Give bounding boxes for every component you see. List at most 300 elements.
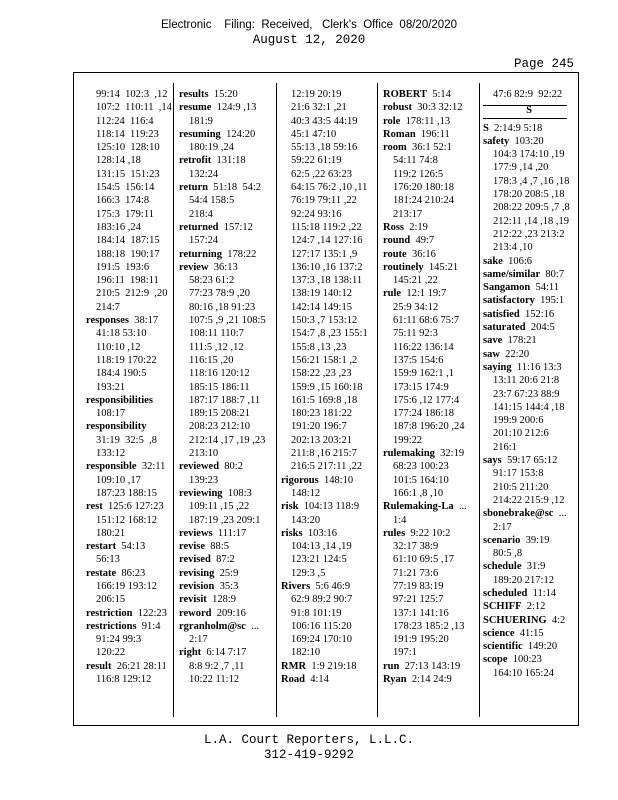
index-entry [179, 620, 274, 647]
index-ref: 4:2 [546, 614, 566, 626]
index-term: rulemaking [383, 448, 435, 460]
index-term: risks [281, 527, 303, 539]
index-term: says [483, 455, 502, 467]
index-term: Rulemaking-La [383, 501, 454, 513]
index-entry [483, 627, 575, 640]
index-term-line [383, 447, 479, 460]
index-term-line [179, 540, 274, 553]
index-term-line [179, 620, 274, 633]
index-entry [179, 181, 274, 221]
index-ref: 196:11 [415, 128, 450, 140]
index-entry [86, 394, 174, 421]
index-ref-line: 12:19 20:19 [291, 89, 342, 100]
index-ref-line: 116:8 129:12 [96, 674, 152, 686]
index-ref: 80:2 [219, 461, 243, 473]
index-entry [383, 221, 479, 234]
index-term-line [483, 614, 575, 627]
index-entry [483, 348, 575, 361]
index-term: scheduled [483, 587, 528, 599]
index-ref-line: 80:5 ,8 [493, 548, 523, 560]
index-ref-line: 166:1 ,8 ,10 [393, 487, 444, 499]
index-ref: 106:6 [502, 255, 533, 267]
index-ref-line: 91:17 153:8 [493, 468, 544, 480]
index-ref-line: 77:23 78:9 ,20 [189, 288, 250, 300]
index-ref-line: 107:5 ,9 ,21 108:5 [189, 315, 266, 327]
index-entry [281, 474, 376, 501]
index-ref: 39:19 [520, 534, 550, 546]
index-ref-line: 158:22 ,23 ,23 [291, 368, 352, 380]
index-ref: 125:6 127:23 [102, 501, 164, 513]
index-ref-line: 91:8 101:19 [291, 607, 342, 619]
index-ref-line: 142:14 149:15 [291, 301, 352, 313]
index-term: rules [383, 527, 406, 539]
index-entry [179, 154, 274, 181]
index-ref-line: 54:4 158:5 [189, 195, 235, 207]
index-entry [281, 673, 376, 686]
footer-phone: 312-419-9292 [263, 747, 354, 762]
index-term: reviewing [179, 487, 223, 499]
index-term: SCHIFF [483, 601, 522, 613]
index-term-line [179, 101, 274, 114]
index-term: rigorous [281, 474, 319, 486]
index-term: routinely [383, 261, 424, 273]
footer [0, 733, 618, 762]
footer-company: L.A. Court Reporters, L.L.C. [203, 733, 415, 747]
index-term: Roman [383, 128, 416, 140]
index-term-line [383, 527, 479, 540]
index-ref-line: 110:10 ,12 [96, 341, 141, 353]
index-entry [483, 294, 575, 307]
index-entry [179, 607, 274, 620]
index-ref: 22:20 [499, 348, 530, 360]
index-ref-line: 191:20 196:7 [291, 421, 347, 433]
index-entry [86, 540, 174, 567]
index-ref-line: 189:15 208:21 [189, 408, 250, 420]
index-box [73, 72, 579, 726]
index-ref: 26:21 28:11 [111, 660, 167, 672]
index-term-line [383, 660, 479, 673]
index-ref: 2:19 [404, 221, 428, 233]
index-term-line [179, 181, 274, 194]
index-term-line [383, 141, 479, 154]
index-entry [179, 580, 274, 593]
index-term-line [281, 660, 376, 673]
index-ref-line: 129:3 ,5 [291, 567, 326, 579]
index-ref-line: 75:11 92:3 [393, 328, 438, 340]
index-entry [483, 361, 575, 454]
index-ref: 38:17 [128, 315, 159, 327]
index-ref: 32:11 [136, 461, 166, 473]
index-entry [383, 287, 479, 447]
index-ref-line: 111:5 ,12 ,12 [189, 341, 244, 353]
index-entry [483, 281, 575, 294]
index-term-line [383, 101, 479, 114]
index-term-line [483, 361, 575, 374]
index-ref-line: 181:9 [189, 115, 213, 127]
filing-stamp: Electronic Filing: Received, Clerk's Office 08/20/2020 [160, 19, 457, 31]
index-ref: 25:9 [214, 567, 239, 579]
index-ref-line: 210:5 211:20 [493, 481, 549, 493]
index-ref-line: 104:13 ,14 ,19 [291, 541, 352, 553]
index-ref: 108:3 [222, 487, 252, 499]
index-term-line [483, 627, 575, 640]
index-ref-line: 108:11 110:7 [189, 328, 244, 340]
index-term: responses [86, 315, 129, 327]
index-ref-line: 150:3 ,7 153:12 [291, 315, 358, 327]
index-ref-line: 107:2 110:11 ,14 [96, 102, 172, 114]
index-term-line [86, 607, 174, 620]
index-term: rest [86, 501, 103, 513]
index-ref-line: 10:22 11:12 [189, 674, 240, 686]
index-entry [383, 101, 479, 114]
index-ref-line: 115:18 119:2 ,22 [291, 221, 362, 233]
index-ref-line: 197:1 [393, 647, 417, 659]
index-entry [86, 660, 174, 687]
index-ref: 41:15 [514, 627, 544, 639]
index-term: Rivers [281, 580, 311, 592]
index-ref-line: 213:10 [189, 448, 219, 460]
index-ref-line: 137:3 ,18 138:11 [291, 275, 363, 287]
index-ref: 12:1 19:7 [401, 288, 447, 300]
index-term-line [179, 261, 274, 274]
index-term: right [179, 647, 202, 659]
index-ref-line: 154:5 156:14 [96, 182, 155, 194]
index-ref: 87:2 [210, 554, 235, 566]
index-ref-line: 54:11 74:8 [393, 155, 438, 167]
index-entry [179, 487, 274, 527]
index-ref-line: 156:21 158:1 ,2 [291, 354, 358, 366]
index-term: Ryan [383, 674, 407, 686]
index-ref-line: 104:3 174:10 ,19 [493, 149, 565, 161]
index-entry [179, 593, 274, 606]
index-ref: 31:9 [521, 561, 546, 573]
index-ref-line: 109:11 ,15 ,22 [189, 501, 250, 513]
index-ref-line: 101:5 164:10 [393, 474, 449, 486]
index-entry [483, 135, 575, 255]
index-term-line [483, 587, 575, 600]
index-ref: 36:1 52:1 [406, 142, 452, 154]
index-entry [383, 141, 479, 221]
index-term: revise [179, 541, 206, 553]
index-term: responsibility [86, 421, 147, 433]
index-ref: 51:18 54:2 [207, 182, 262, 194]
index-entry [483, 308, 575, 321]
index-entry [179, 128, 274, 155]
index-term-line [86, 567, 174, 580]
index-term-line [483, 507, 575, 520]
index-ref: 178:22 [221, 248, 257, 260]
index-ref-line: 173:15 174:9 [393, 381, 449, 393]
index-ref-line: 175:3 179:11 [96, 208, 154, 220]
index-ref: 2:12 [521, 601, 546, 613]
index-term-line [86, 314, 174, 327]
index-entry [179, 88, 274, 101]
index-entry [179, 261, 274, 460]
index-ref-line: 25:9 34:12 [393, 301, 439, 313]
index-term-line [483, 308, 575, 321]
index-term: route [383, 248, 407, 260]
index-term-line [383, 673, 479, 686]
index-term: restate [86, 567, 117, 579]
index-term-line [86, 540, 174, 553]
index-term-line [179, 567, 274, 580]
index-ref-line: 187:17 188:7 ,11 [189, 394, 261, 406]
index-term-line [281, 474, 376, 487]
index-ref-line: 176:20 180:18 [393, 182, 454, 194]
index-ref-line: 216:1 [493, 441, 517, 453]
index-ref: 88:5 [205, 541, 229, 553]
index-ref-line: 199:9 200:6 [493, 415, 544, 427]
index-ref: 2:14:9 5:18 [488, 122, 543, 134]
index-ref: 11:14 [527, 587, 557, 599]
index-term: schedule [483, 561, 522, 573]
index-ref: 36:16 [406, 248, 436, 260]
index-entry [281, 660, 376, 673]
index-term-line [179, 527, 274, 540]
index-ref-line: 21:6 32:1 ,21 [291, 102, 347, 114]
index-entry [179, 567, 274, 580]
index-ref-line: 169:24 170:10 [291, 634, 352, 646]
index-term: reviews [179, 527, 213, 539]
index-ref: 178:21 [502, 335, 537, 347]
index-entry [86, 460, 174, 500]
index-term: save [483, 335, 503, 347]
index-term: revised [179, 554, 211, 566]
index-ref-line: 191:5 193:6 [96, 261, 150, 273]
index-term-line [86, 660, 174, 673]
index-ref: 59:17 65:12 [501, 455, 558, 467]
index-ref-line: 143:20 [291, 514, 321, 526]
index-ref-line: 212:11 ,14 ,18 ,19 [493, 215, 570, 227]
index-term-line [383, 287, 479, 300]
index-ref-line: 189:20 217:12 [493, 574, 554, 586]
index-ref-line: 23:7 67:23 88:9 [493, 388, 560, 400]
column-divider [276, 83, 277, 717]
index-ref-line: 184:14 187:15 [96, 235, 160, 247]
index-entry [483, 268, 575, 281]
index-entry [383, 248, 479, 261]
index-term: science [483, 627, 515, 639]
index-ref-line: 119:2 126:5 [393, 168, 444, 180]
index-ref: 103:20 [509, 135, 544, 147]
index-ref-line: 208:22 209:5 ,7 ,8 [493, 202, 570, 214]
index-term: S [483, 122, 489, 134]
index-ref-line: 80:16 ,18 91:23 [189, 301, 256, 313]
index-term: safety [483, 135, 510, 147]
index-term: saw [483, 348, 500, 360]
index-entry [483, 614, 575, 627]
index-ref: 131:18 [211, 155, 246, 167]
index-ref-line: 64:15 76:2 ,10 ,11 [291, 182, 368, 194]
index-entry [383, 261, 479, 288]
index-term: satisfied [483, 308, 520, 320]
index-column-2 [179, 88, 274, 686]
index-ref: ... [453, 501, 467, 513]
index-entry [483, 122, 575, 135]
index-term-line [383, 128, 479, 141]
index-ref-line: 193:21 [96, 381, 126, 393]
index-entry [281, 500, 376, 527]
index-ref-line: 188:18 190:17 [96, 248, 160, 260]
index-ref-line: 151:12 168:12 [96, 514, 157, 526]
index-ref-line: 141:15 144:4 ,18 [493, 401, 565, 413]
index-term: ROBERT [383, 89, 427, 100]
index-ref-line: 213:17 [393, 208, 423, 220]
index-term: returned [179, 221, 219, 233]
index-term: review [179, 261, 209, 273]
index-ref: 35:3 [214, 580, 239, 592]
index-ref: 30:3 32:12 [411, 102, 463, 114]
index-ref-line: 157:24 [189, 235, 219, 247]
index-term: return [179, 182, 208, 194]
index-ref-line: 118:14 119:23 [96, 128, 159, 140]
index-entry [281, 580, 376, 660]
index-term: restart [86, 541, 117, 553]
index-ref-line: 128:14 ,18 [96, 155, 141, 167]
index-term: responsibilities [86, 394, 153, 406]
column-divider [377, 83, 378, 717]
index-term-line [383, 500, 479, 513]
index-term-line [383, 234, 479, 247]
index-ref: 204:5 [525, 322, 555, 334]
index-ref-line: 206:15 [96, 594, 126, 606]
index-term: scenario [483, 534, 521, 546]
index-entry [483, 587, 575, 600]
index-ref-line: 55:13 ,18 59:16 [291, 142, 358, 154]
index-ref-line: 2:17 [189, 634, 208, 646]
index-term: sbonebrake@sc [483, 508, 554, 520]
index-entry [179, 101, 274, 128]
index-term-line [179, 221, 274, 234]
index-ref: 49:7 [410, 235, 435, 247]
index-ref-line: 58:23 61:2 [189, 275, 235, 287]
index-ref-line: 214:7 [96, 301, 120, 313]
index-ref-line: 199:22 [393, 434, 423, 446]
index-entry [483, 653, 575, 680]
index-ref-line: 181:24 210:24 [393, 195, 454, 207]
index-ref-line: 61:11 68:6 75:7 [393, 315, 460, 327]
index-ref-line: 218:4 [189, 208, 213, 220]
index-ref: 122:23 [132, 607, 167, 619]
index-term: resuming [179, 128, 221, 140]
index-ref-line: 159:9 ,15 160:18 [291, 381, 363, 393]
index-entry [179, 248, 274, 261]
index-entry [483, 534, 575, 561]
index-term: responsible [86, 461, 137, 473]
index-ref: 54:13 [116, 541, 146, 553]
index-term: revising [179, 567, 215, 579]
index-ref-line: 211:8 ,16 215:7 [291, 448, 357, 460]
column-divider [173, 83, 174, 717]
index-term: Road [281, 674, 305, 686]
index-ref-line: 68:23 100:23 [393, 461, 449, 473]
index-term-line [281, 500, 376, 513]
index-ref-line: 61:10 69:5 ,17 [393, 554, 454, 566]
index-ref-line: 180:21 [96, 527, 126, 539]
index-term-line [86, 460, 174, 473]
index-term-line [383, 248, 479, 261]
index-entry [383, 527, 479, 660]
index-entry [86, 500, 174, 540]
index-ref: 145:21 [423, 261, 459, 273]
index-ref-line: 1:4 [393, 514, 407, 526]
index-ref-line: 92:24 93:16 [291, 208, 342, 220]
index-ref-line: 184:4 190:5 [96, 368, 147, 380]
index-entry [179, 527, 274, 540]
index-entry [86, 607, 174, 620]
index-ref: 124:9 ,13 [211, 102, 257, 114]
index-term: resume [179, 102, 212, 114]
index-term: restriction [86, 607, 133, 619]
index-term: revisit [179, 594, 207, 606]
index-entry [179, 553, 274, 566]
index-ref-line: 159:9 162:1 ,1 [393, 368, 454, 380]
index-ref-line: 133:12 [96, 448, 126, 460]
index-ref-line: 212:22 ,23 213:2 [493, 228, 565, 240]
index-term-line [483, 653, 575, 666]
index-ref-line: 125:10 128:10 [96, 142, 160, 154]
index-ref: ... [245, 620, 260, 632]
index-term-line [483, 255, 575, 268]
index-ref-line: 77:19 83:19 [393, 580, 444, 592]
index-entry [383, 447, 479, 500]
index-term-line [281, 527, 376, 540]
index-ref: 1:9 219:18 [306, 660, 357, 672]
index-entry [483, 255, 575, 268]
index-ref: 195:1 [534, 295, 565, 307]
index-term-line [179, 248, 274, 261]
index-ref-line: 201:10 212:6 [493, 428, 549, 440]
index-column-1 [86, 88, 174, 686]
index-ref-line: 213:4 ,10 [493, 242, 533, 254]
letter-divider [483, 118, 567, 119]
index-term-line [179, 607, 274, 620]
index-entry [383, 115, 479, 128]
index-ref-line: 136:10 ,16 137:2 [291, 261, 363, 273]
index-entry [281, 88, 376, 474]
index-ref: 15:20 [208, 89, 238, 100]
index-ref-line: 216:5 217:11 ,22 [291, 461, 363, 473]
index-ref-line: 139:23 [189, 474, 219, 486]
index-term: revision [179, 580, 215, 592]
index-ref-line: 109:10 ,17 [96, 474, 141, 486]
index-ref-line: 155:8 ,13 ,23 [291, 341, 347, 353]
index-entry [383, 500, 479, 527]
index-term-line [383, 115, 479, 128]
index-ref-line: 13:11 20:6 21:8 [493, 375, 560, 387]
index-term: SCHUERING [483, 614, 547, 626]
index-ref-line: 175:6 ,12 177:4 [393, 394, 460, 406]
index-ref: 103:16 [302, 527, 338, 539]
index-ref-line: 214:22 215:9 ,12 [493, 494, 565, 506]
index-entry [383, 88, 479, 101]
index-ref: 2:14 24:9 [406, 674, 452, 686]
index-ref-line: 178:3 ,4 ,7 ,16 ,18 [493, 175, 570, 187]
index-ref: 11:16 13:3 [511, 361, 562, 373]
index-ref-line: 178:20 208:5 ,18 [493, 189, 565, 201]
index-ref: 209:16 [211, 607, 246, 619]
index-term-line [483, 294, 575, 307]
index-ref-line: 71:21 73:6 [393, 567, 439, 579]
index-ref: 124:20 [220, 128, 256, 140]
index-ref-line: 8:8 9:2 ,7 ,11 [189, 660, 245, 672]
index-ref-line: 123:21 124:5 [291, 554, 347, 566]
index-ref-line: 180:19 ,24 [189, 142, 234, 154]
index-ref-line: 177:9 ,14 ,20 [493, 162, 549, 174]
index-term-line [483, 281, 575, 294]
index-ref-line: 116:22 136:14 [393, 341, 454, 353]
index-term-line [483, 640, 575, 653]
